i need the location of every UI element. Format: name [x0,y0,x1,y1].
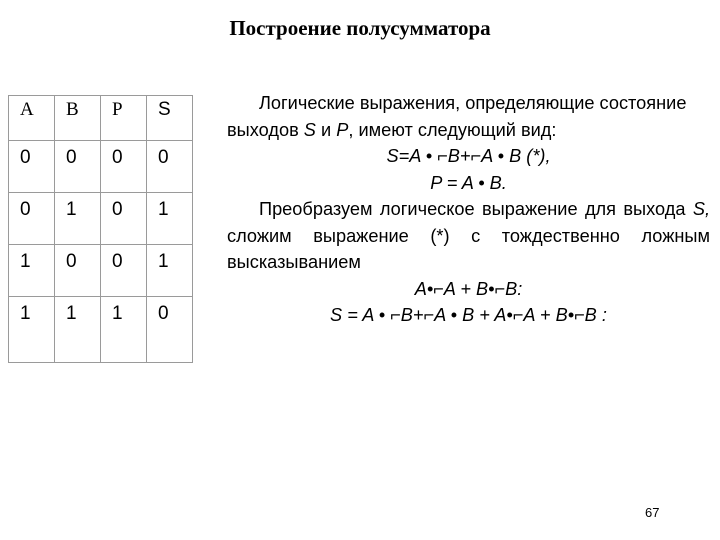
table-cell: 1 [9,297,55,363]
table-cell: 0 [55,245,101,297]
table-row [9,193,193,245]
truth-table [8,95,193,363]
text-span: Логические выражения, определяющие состояние выходов [227,93,687,140]
formula-s: S=A • ⌐B+⌐A • B (*), [386,146,551,166]
variable-s: S, [692,199,710,219]
body-text [227,90,710,329]
table-cell: 0 [55,141,101,193]
table-cell: 1 [9,245,55,297]
table-cell: 1 [101,297,147,363]
table-cell: 1 [147,245,193,297]
table-cell: 1 [147,193,193,245]
page-number: 67 [645,505,660,520]
column-header: A [9,96,55,141]
text-span: и [315,119,337,140]
paragraph-transform [227,196,710,276]
text-span: , имеют следующий вид: [348,119,557,140]
paragraph-expressions [227,90,710,143]
formula-p: P = A • B. [430,172,507,193]
formula-s-expanded: S = A • ⌐B+⌐A • B + A•⌐A + B•⌐B : [330,305,607,325]
table-cell: 0 [9,141,55,193]
text-span: сложим выражение (*) с тождественно ложным высказыванием [227,225,710,272]
variable-s: S [303,119,316,140]
column-header: P [101,96,147,141]
table-cell: 0 [101,141,147,193]
table-cell: 0 [101,245,147,297]
table-cell: 0 [147,297,193,363]
table-row [9,141,193,193]
table-header-row [9,96,193,141]
table-cell: 0 [147,141,193,193]
column-header: S [147,96,193,141]
table-cell: 0 [101,193,147,245]
table-cell: 0 [9,193,55,245]
text-span: Преобразуем логическое выражение для выхода [259,199,693,219]
table-cell: 1 [55,297,101,363]
table-row [9,245,193,297]
column-header: B [55,96,101,141]
variable-p: P [336,119,349,140]
table-row [9,297,193,363]
table-cell: 1 [55,193,101,245]
formula-false-statement: A•⌐A + B•⌐B: [414,278,523,299]
slide-title: Построение полусумматора [229,16,491,40]
